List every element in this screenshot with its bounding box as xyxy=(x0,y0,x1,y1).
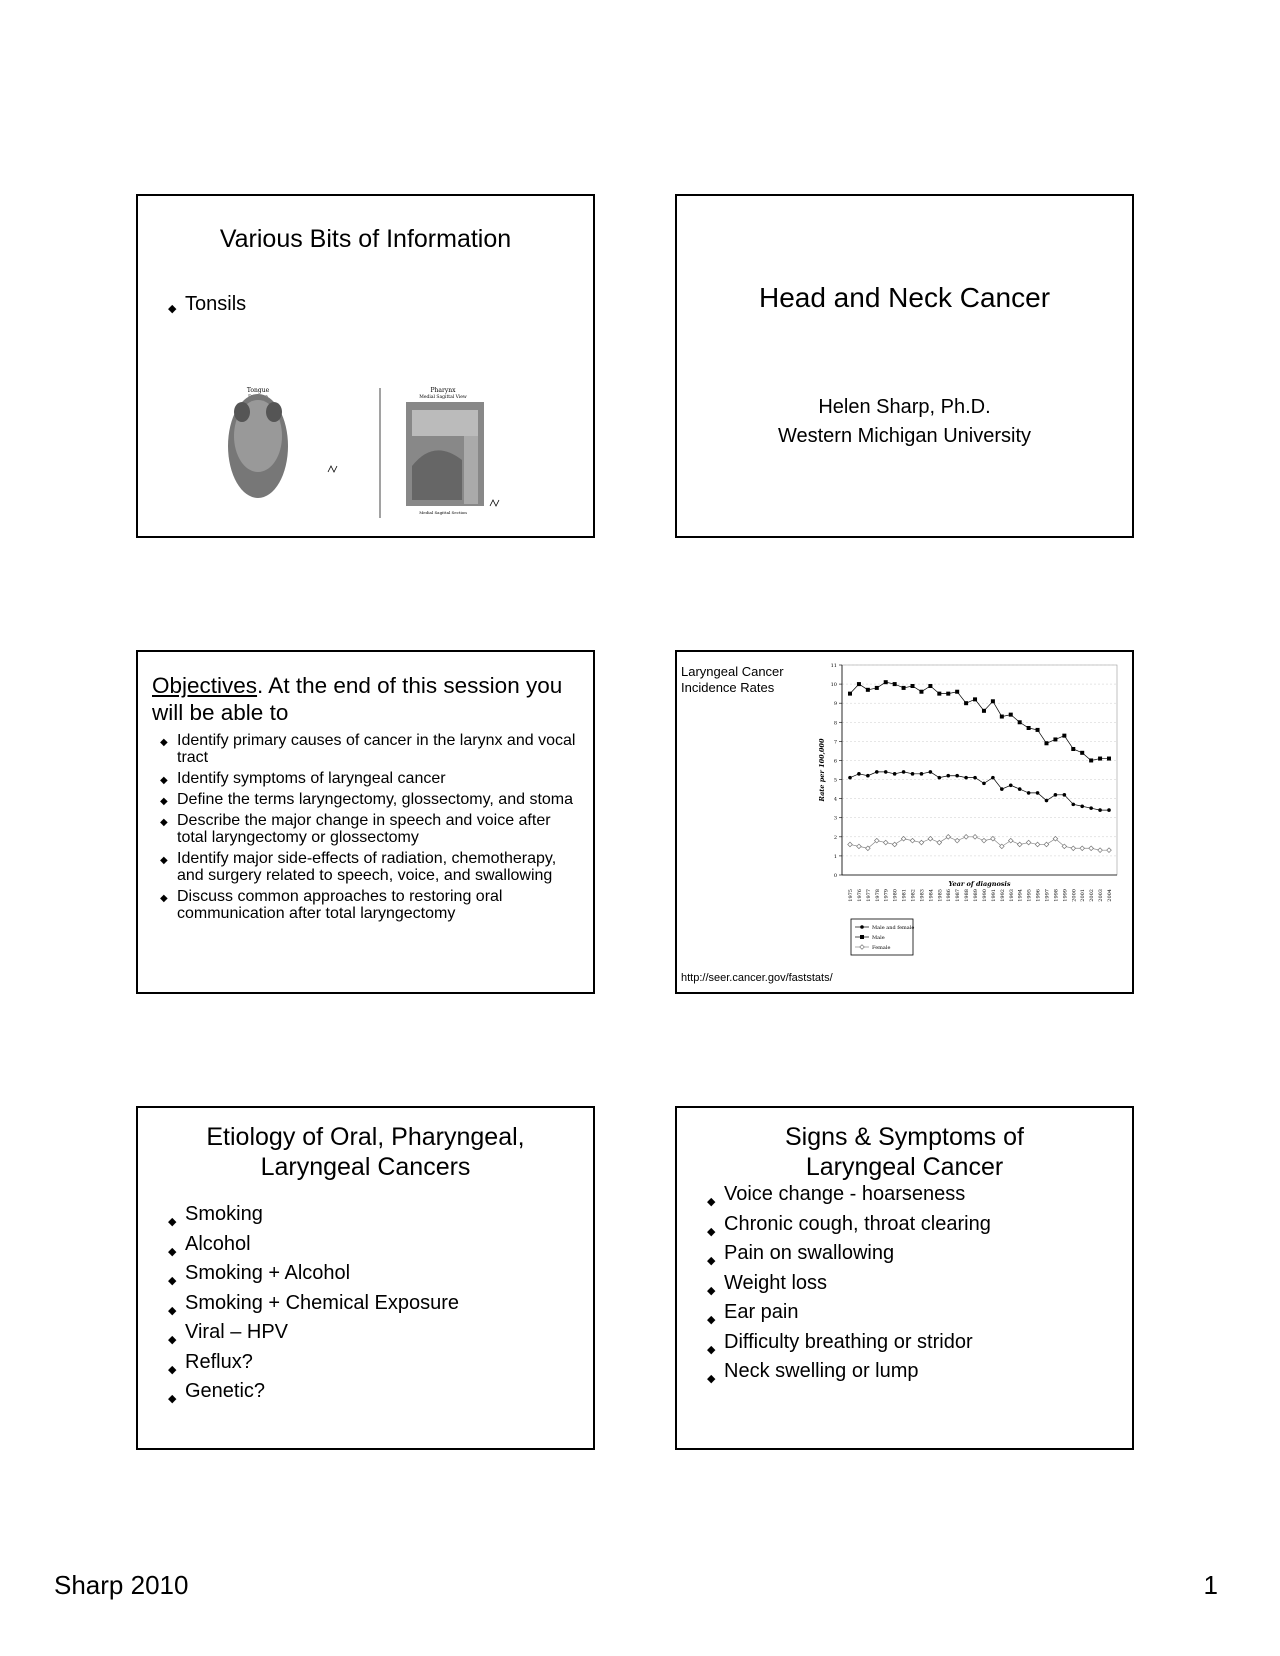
legend-label: Female xyxy=(872,945,891,951)
objectives-heading xyxy=(152,672,583,726)
list-item: ◆ Identify primary causes of cancer in the larynx and vocal tract xyxy=(152,732,583,766)
x-tick-label: 1990 xyxy=(981,889,988,902)
series-line-2 xyxy=(850,837,1109,850)
slide-etiology xyxy=(136,1106,595,1450)
data-point xyxy=(1000,787,1004,791)
series-line-0 xyxy=(850,682,1109,760)
data-point xyxy=(893,772,897,776)
x-tick-label: 1993 xyxy=(1008,889,1015,902)
pharynx-caption: Pharynx xyxy=(430,387,456,394)
data-point xyxy=(982,709,986,713)
list-item: ◆ Tonsils xyxy=(160,292,246,316)
data-point xyxy=(911,772,915,776)
data-point xyxy=(1080,751,1084,755)
data-point xyxy=(1027,726,1031,730)
data-point xyxy=(902,770,906,774)
series-line-1 xyxy=(850,772,1109,810)
presentation-title: Head and Neck Cancer xyxy=(758,282,1051,313)
data-point xyxy=(991,776,995,780)
data-point xyxy=(1054,793,1058,797)
x-tick-label: 1999 xyxy=(1062,889,1069,902)
pharynx-section-caption: Medial Sagittal Section xyxy=(419,510,467,515)
chart-label-line1: Laryngeal Cancer xyxy=(681,664,784,679)
x-tick-label: 1982 xyxy=(910,889,917,902)
x-tick-label: 2001 xyxy=(1080,889,1087,902)
objectives-intro: . At the end of this session you will be able to xyxy=(152,673,563,725)
data-point xyxy=(929,770,933,774)
slide-title-line1: Etiology of Oral, Pharyngeal, xyxy=(206,1123,525,1151)
x-tick-label: 1981 xyxy=(901,889,908,902)
data-point xyxy=(973,697,977,701)
data-point xyxy=(1098,808,1102,812)
x-tick-label: 1977 xyxy=(865,889,872,902)
data-point xyxy=(928,684,932,688)
y-tick-label: 2 xyxy=(833,834,837,841)
list-item: ◆ Reflux? xyxy=(160,1348,459,1378)
x-tick-label: 1995 xyxy=(1026,889,1033,902)
slide-title-page xyxy=(675,194,1134,538)
data-point xyxy=(1009,713,1013,717)
x-tick-label: 1979 xyxy=(883,889,890,902)
data-point xyxy=(928,836,933,841)
data-point xyxy=(982,838,987,843)
list-item: ◆ Ear pain xyxy=(699,1298,991,1328)
x-tick-label: 1980 xyxy=(892,889,899,902)
data-point xyxy=(982,782,986,786)
data-point xyxy=(911,684,915,688)
list-item: ◆ Pain on swallowing xyxy=(699,1239,991,1269)
data-point xyxy=(1071,747,1075,751)
data-point xyxy=(1062,734,1066,738)
data-point xyxy=(1063,793,1067,797)
y-tick-label: 0 xyxy=(833,873,837,879)
x-tick-label: 1985 xyxy=(937,889,944,902)
data-point xyxy=(857,682,861,686)
list-item: ◆ Genetic? xyxy=(160,1377,459,1407)
data-point xyxy=(892,842,897,847)
y-tick-label: 4 xyxy=(833,796,837,803)
data-point xyxy=(1026,840,1031,845)
data-point xyxy=(1036,791,1040,795)
source-url: http://seer.cancer.gov/faststats/ xyxy=(681,972,833,984)
data-point xyxy=(955,690,959,694)
data-point xyxy=(973,835,978,840)
y-tick-label: 8 xyxy=(833,720,837,727)
data-point xyxy=(910,838,915,843)
slide-title xyxy=(138,1122,593,1182)
y-tick-label: 5 xyxy=(833,777,837,784)
y-tick-label: 7 xyxy=(833,739,837,746)
data-point xyxy=(919,840,924,845)
data-point xyxy=(946,774,950,778)
x-tick-label: 1989 xyxy=(973,889,980,902)
list-item: ◆ Smoking xyxy=(160,1200,459,1230)
data-point xyxy=(1044,842,1049,847)
data-point xyxy=(866,774,870,778)
slide-title xyxy=(677,1122,1132,1182)
data-point xyxy=(1098,848,1103,853)
list-item: ◆ Neck swelling or lump xyxy=(699,1357,991,1387)
x-tick-label: 1976 xyxy=(856,889,863,902)
y-tick-label: 11 xyxy=(830,663,837,669)
list-item: ◆ Define the terms laryngectomy, glossectomy, and stoma xyxy=(152,791,583,808)
slide-signs-symptoms xyxy=(675,1106,1134,1450)
data-point xyxy=(946,692,950,696)
data-point xyxy=(991,699,995,703)
objectives-label: Objectives xyxy=(152,673,258,698)
x-tick-label: 1984 xyxy=(928,889,935,902)
list-item: ◆ Identify major side-effects of radiation, chemotherapy, and surgery related to speech, voice, and swallowing xyxy=(152,850,583,884)
bullet-list xyxy=(152,732,583,926)
list-item: ◆ Viral – HPV xyxy=(160,1318,459,1348)
legend-label: Male and female xyxy=(872,925,915,931)
list-item: ◆ Describe the major change in speech and voice after total laryngectomy or glossectomy xyxy=(152,812,583,846)
tonsils-anatomy-figure xyxy=(228,386,528,526)
y-tick-label: 6 xyxy=(833,758,837,765)
data-point xyxy=(1098,757,1102,761)
slide-title-line1: Signs & Symptoms of xyxy=(785,1123,1024,1151)
chart-label xyxy=(681,664,784,696)
page-number: 1 xyxy=(1203,1570,1218,1600)
bullet-list xyxy=(699,1180,991,1387)
bullet-list xyxy=(160,292,246,316)
x-tick-label: 1975 xyxy=(848,889,854,902)
data-point xyxy=(1080,804,1084,808)
data-point xyxy=(875,686,879,690)
slide-various-bits xyxy=(136,194,595,538)
data-point xyxy=(1044,741,1048,745)
data-point xyxy=(937,692,941,696)
y-tick-label: 1 xyxy=(833,853,837,860)
x-axis-label: Year of diagnosis xyxy=(948,880,1011,888)
data-point xyxy=(902,686,906,690)
data-point xyxy=(955,838,960,843)
data-point xyxy=(848,842,853,847)
data-point xyxy=(848,776,852,780)
list-item: ◆ Difficulty breathing or stridor xyxy=(699,1328,991,1358)
data-point xyxy=(857,844,862,849)
x-tick-label: 2004 xyxy=(1107,889,1113,902)
data-point xyxy=(1036,728,1040,732)
x-tick-label: 1983 xyxy=(919,889,926,902)
slide-title-line2: Laryngeal Cancers xyxy=(260,1153,471,1181)
data-point xyxy=(964,835,969,840)
x-tick-label: 1991 xyxy=(990,889,997,902)
legend-marker xyxy=(860,935,864,939)
incidence-rate-chart xyxy=(812,657,1132,967)
tongue-caption: Tongue xyxy=(246,387,270,394)
data-point xyxy=(1000,715,1004,719)
x-tick-label: 1987 xyxy=(955,889,962,902)
list-item: ◆ Alcohol xyxy=(160,1230,459,1260)
y-tick-label: 9 xyxy=(833,701,837,708)
data-point xyxy=(919,690,923,694)
data-point xyxy=(955,774,959,778)
data-point xyxy=(901,836,906,841)
data-point xyxy=(1071,846,1076,851)
x-tick-label: 1988 xyxy=(964,889,971,902)
data-point xyxy=(1071,803,1075,807)
data-point xyxy=(1089,846,1094,851)
data-point xyxy=(1089,758,1093,762)
data-point xyxy=(1009,783,1013,787)
pharynx-caption-sub: Medial Sagittal View xyxy=(419,395,467,400)
data-point xyxy=(1045,799,1049,803)
data-point xyxy=(964,776,968,780)
x-tick-label: 1978 xyxy=(874,889,881,902)
x-tick-label: 1998 xyxy=(1053,889,1060,902)
data-point xyxy=(884,680,888,684)
author-affiliation: Western Michigan University xyxy=(777,425,1032,447)
x-tick-label: 1986 xyxy=(946,889,953,902)
data-point xyxy=(1017,842,1022,847)
list-item: ◆ Chronic cough, throat clearing xyxy=(699,1210,991,1240)
data-point xyxy=(848,692,852,696)
data-point xyxy=(1107,848,1112,853)
data-point xyxy=(883,840,888,845)
x-tick-label: 1997 xyxy=(1044,889,1051,902)
list-item: ◆ Weight loss xyxy=(699,1269,991,1299)
data-point xyxy=(973,776,977,780)
data-point xyxy=(884,770,888,774)
data-point xyxy=(964,701,968,705)
data-point xyxy=(1053,737,1057,741)
slide-title: Various Bits of Information xyxy=(219,225,512,253)
list-item: ◆ Identify symptoms of laryngeal cancer xyxy=(152,770,583,787)
footer-author: Sharp 2010 xyxy=(54,1570,189,1600)
data-point xyxy=(875,770,879,774)
legend-marker xyxy=(860,925,864,929)
data-point xyxy=(937,840,942,845)
x-tick-label: 2002 xyxy=(1089,889,1096,902)
data-point xyxy=(1089,806,1093,810)
legend-label: Male xyxy=(872,935,885,941)
data-point xyxy=(1018,787,1022,791)
data-point xyxy=(857,772,861,776)
bullet-list xyxy=(160,1200,459,1407)
data-point xyxy=(1018,720,1022,724)
list-item: ◆ Discuss common approaches to restoring oral communication after total laryngectomy xyxy=(152,888,583,922)
data-point xyxy=(1080,846,1085,851)
x-tick-label: 2003 xyxy=(1098,889,1105,902)
chart-label-line2: Incidence Rates xyxy=(681,680,775,695)
data-point xyxy=(1008,838,1013,843)
y-tick-label: 3 xyxy=(833,815,837,822)
slide-objectives xyxy=(136,650,595,994)
y-axis-label: Rate per 100,000 xyxy=(818,738,826,802)
data-point xyxy=(1027,791,1031,795)
x-tick-label: 1992 xyxy=(999,889,1006,902)
list-item: ◆ Voice change - hoarseness xyxy=(699,1180,991,1210)
list-item: ◆ Smoking + Chemical Exposure xyxy=(160,1289,459,1319)
data-point xyxy=(938,776,942,780)
author-name: Helen Sharp, Ph.D. xyxy=(818,396,991,418)
data-point xyxy=(920,772,924,776)
x-tick-label: 1994 xyxy=(1017,889,1024,902)
list-item: ◆ Smoking + Alcohol xyxy=(160,1259,459,1289)
plot-area xyxy=(842,665,1117,875)
data-point xyxy=(1107,757,1111,761)
data-point xyxy=(866,688,870,692)
data-point xyxy=(893,682,897,686)
slide-incidence-chart xyxy=(675,650,1134,994)
data-point xyxy=(946,835,951,840)
data-point xyxy=(1107,808,1111,812)
slide-title-line2: Laryngeal Cancer xyxy=(805,1153,1004,1181)
y-tick-label: 10 xyxy=(830,682,837,689)
x-tick-label: 2000 xyxy=(1071,889,1078,902)
x-tick-label: 1996 xyxy=(1035,889,1042,902)
data-point xyxy=(1035,842,1040,847)
